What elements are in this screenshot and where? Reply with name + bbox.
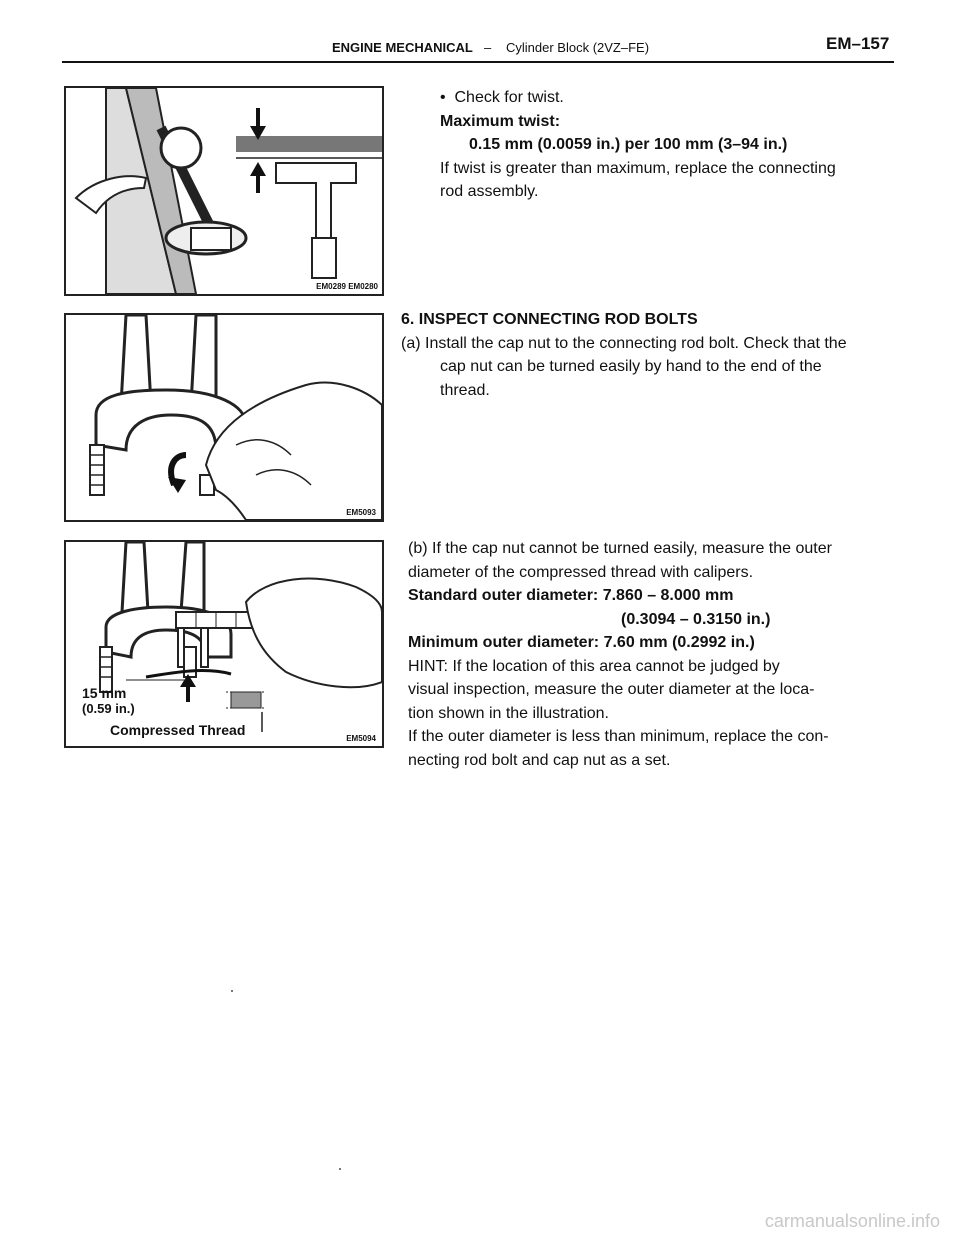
check-twist-text: Check for twist. [454,89,564,106]
figure-twist-check [64,86,384,296]
page-number: EM–157 [826,34,890,53]
section-title: ENGINE MECHANICAL [332,40,473,55]
figure-code: EM5093 [346,508,376,517]
twist-note-line1: If twist is greater than maximum, replace the connecting [440,160,836,177]
compressed-thread-label: Compressed Thread [110,722,246,738]
step-b-line2: diameter of the compressed thread with calipers. [408,564,754,581]
measurement-mm-label: 15 mm [82,685,127,701]
step-6-heading: 6. INSPECT CONNECTING ROD BOLTS [401,311,698,328]
twist-check-illustration [66,88,382,294]
standard-diameter-label: Standard outer diameter: 7.860 – 8.000 mm [408,587,734,604]
hint-line3: tion shown in the illustration. [408,705,609,722]
header-rule [62,61,894,63]
cap-nut-illustration [66,315,382,520]
step-b-line1: (b) If the cap nut cannot be turned easily, measure the outer [408,540,832,557]
twist-note-line2: rod assembly. [440,183,539,200]
minimum-diameter-label: Minimum outer diameter: 7.60 mm (0.2992 in.) [408,634,755,651]
figure-code: EM0289 [316,282,346,291]
figure-code: EM5094 [346,734,376,743]
scan-speck [339,1168,341,1170]
figure-code: EM0280 [348,282,378,291]
scan-speck [231,990,233,992]
standard-diameter-inches: (0.3094 – 0.3150 in.) [621,611,771,628]
header-separator: – [484,40,492,55]
subsection-title: Cylinder Block (2VZ–FE) [506,40,650,55]
bullet: • [440,89,446,106]
hint-line1: HINT: If the location of this area cannot be judged by [408,658,780,675]
figure-compressed-thread [64,540,384,748]
measurement-in-label: (0.59 in.) [82,701,135,716]
replace-note-line2: necting rod bolt and cap nut as a set. [408,752,671,769]
replace-note-line1: If the outer diameter is less than minimum, replace the con- [408,728,829,745]
step-a-line1: (a) Install the cap nut to the connecting rod bolt. Check that the [401,335,847,352]
hint-line2: visual inspection, measure the outer diameter at the loca- [408,681,815,698]
step-a-line3: thread. [440,382,490,399]
bullet-check-twist [440,86,564,110]
watermark: carmanualsonline.info [764,1211,940,1231]
step-a-line2: cap nut can be turned easily by hand to the end of the [440,358,822,375]
max-twist-label: Maximum twist: [440,113,561,130]
max-twist-value: 0.15 mm (0.0059 in.) per 100 mm (3–94 in.) [469,136,788,153]
figure-cap-nut-install [64,313,384,522]
